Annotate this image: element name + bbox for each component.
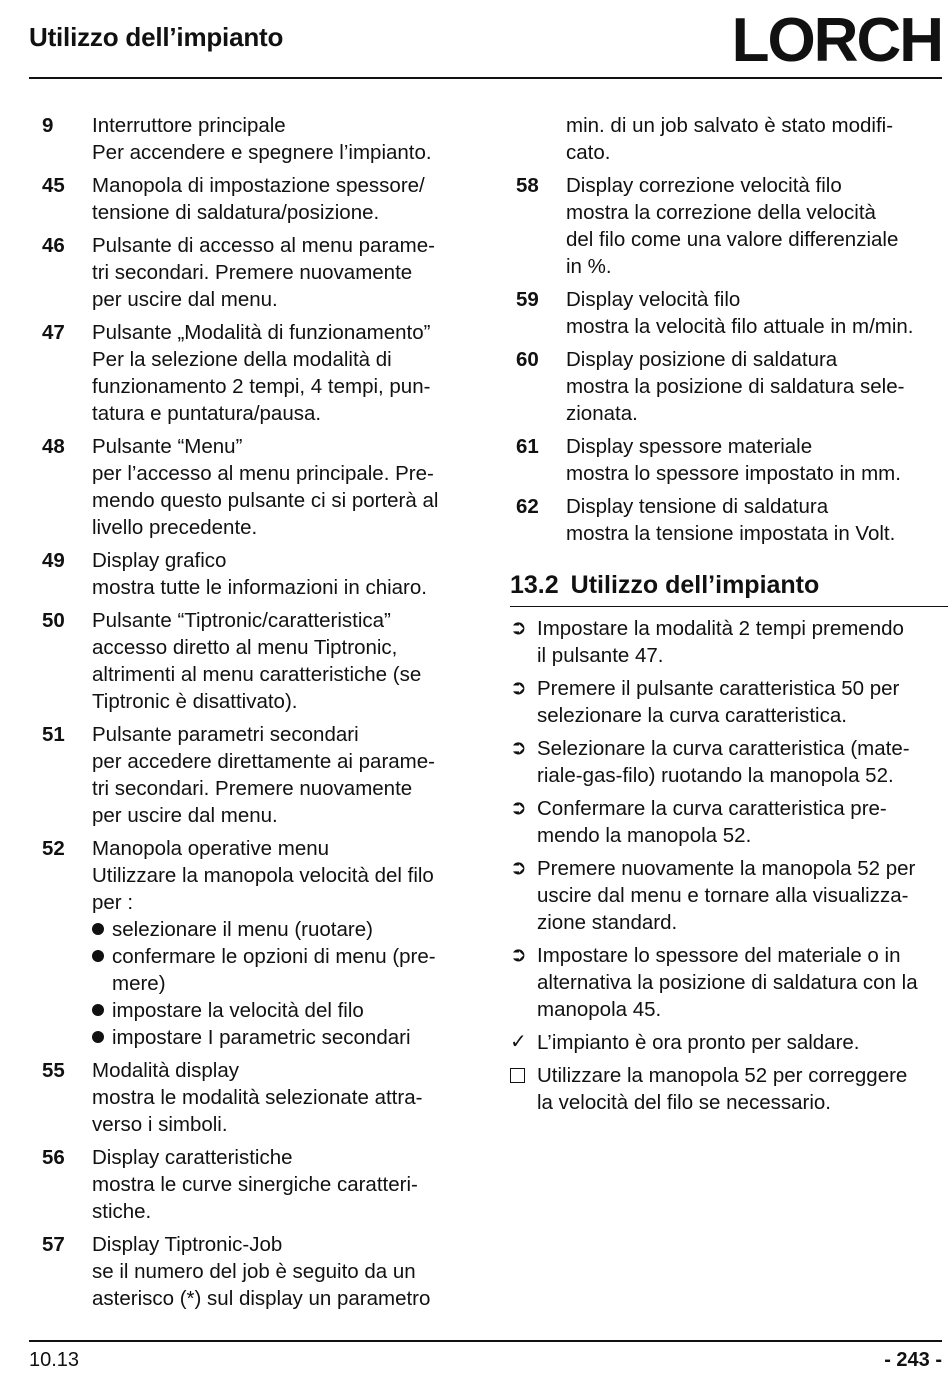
item-text-line: Manopola operative menu (92, 837, 330, 860)
right-column (510, 112, 944, 1122)
item-text-line: stiche. (92, 1200, 152, 1223)
item-text-line: altrimenti al menu caratteristiche (se (92, 663, 422, 686)
item-text-line: zionata. (566, 402, 638, 425)
item-body (92, 1144, 472, 1225)
step-text (537, 855, 944, 936)
step-text-line: Confermare la curva caratteristica pre- (537, 797, 887, 820)
procedure-step (510, 855, 944, 936)
procedure-step (510, 615, 944, 669)
item-text-line: Modalità display (92, 1059, 239, 1082)
arrow-right-icon: ➲ (510, 857, 527, 879)
page-title: Utilizzo dell’impianto (29, 22, 284, 52)
continued-text-line: min. di un job salvato è stato modifi- (566, 114, 894, 137)
procedure-steps (510, 615, 944, 1116)
legend-item (516, 493, 944, 547)
item-body (566, 346, 944, 427)
item-text-line: in %. (566, 255, 612, 278)
item-text-line: Tiptronic è disattivato). (92, 690, 298, 713)
bullet-dot-icon (92, 1004, 104, 1016)
item-text-line: mostra la correzione della velocità (566, 201, 876, 224)
step-text-line: mendo la manopola 52. (537, 824, 752, 847)
item-text-line: Display Tiptronic-Job (92, 1233, 283, 1256)
item-body (92, 607, 472, 715)
item-text-line: Pulsante “Menu” (92, 435, 243, 458)
step-text-line: Premere nuovamente la manopola 52 per (537, 857, 916, 880)
step-text-line: Impostare la modalità 2 tempi premendo (537, 617, 904, 640)
step-text (537, 942, 944, 1023)
step-text-line: uscire dal menu e tornare alla visualizza- (537, 884, 909, 907)
procedure-step (510, 1029, 944, 1056)
step-text-line: il pulsante 47. (537, 644, 664, 667)
item-text-line: Manopola di impostazione spessore/ (92, 174, 425, 197)
step-text-line: riale-gas-filo) ruotando la manopola 52. (537, 764, 894, 787)
header-rule (29, 77, 942, 79)
item-text-line: del filo come una valore differenziale (566, 228, 899, 251)
bullet-dot-icon (92, 950, 104, 962)
item-text-line: per uscire dal menu. (92, 804, 278, 827)
legend-item (42, 1057, 472, 1138)
item-number: 56 (42, 1146, 65, 1169)
bullet-line (92, 997, 472, 1024)
item-text-line: mostra le modalità selezionate attra- (92, 1086, 423, 1109)
lorch-logo: LORCH (731, 6, 942, 75)
arrow-right-icon: ➲ (510, 617, 527, 639)
legend-item (42, 835, 472, 1051)
checkmark-icon: ✓ (510, 1031, 527, 1053)
item-text-line: per accedere direttamente ai parame- (92, 750, 435, 773)
bullet-text: impostare I parametric secondari (112, 1026, 411, 1049)
item-text-line: Per accendere e spegnere l’impianto. (92, 141, 432, 164)
item-text-line: Pulsante parametri secondari (92, 723, 359, 746)
legend-item (42, 319, 472, 427)
bullet-dot-icon (92, 1031, 104, 1043)
item-number: 52 (42, 837, 65, 860)
item-text-line: Display posizione di saldatura (566, 348, 838, 371)
section-number: 13.2 (510, 571, 559, 599)
legend-item (516, 172, 944, 280)
item-body (92, 433, 472, 541)
arrow-right-icon: ➲ (510, 944, 527, 966)
bullet-text: mere) (112, 972, 166, 995)
step-text-line: la velocità del filo se necessario. (537, 1091, 831, 1114)
left-column (42, 112, 472, 1318)
item-body (92, 721, 472, 829)
item-text-line: tri secondari. Premere nuovamente (92, 261, 413, 284)
item-body (566, 286, 944, 340)
step-text-line: alternativa la posizione di saldatura con la (537, 971, 918, 994)
item-text-line: mostra la tensione impostata in Volt. (566, 522, 896, 545)
step-text-line: Selezionare la curva caratteristica (mate- (537, 737, 910, 760)
item-body (92, 232, 472, 313)
item-text-line: Display tensione di saldatura (566, 495, 829, 518)
bullet-line (92, 943, 472, 970)
item-body (92, 547, 472, 601)
procedure-step (510, 942, 944, 1023)
step-text (537, 1029, 944, 1056)
item-number: 49 (42, 549, 65, 572)
item-text-line: Pulsante di accesso al menu parame- (92, 234, 435, 257)
procedure-step (510, 1062, 944, 1116)
item-text-line: verso i simboli. (92, 1113, 228, 1136)
step-text-line: zione standard. (537, 911, 678, 934)
item-text-line: mostra le curve sinergiche caratteri- (92, 1173, 418, 1196)
procedure-step (510, 795, 944, 849)
item-body (92, 835, 472, 1051)
item-text-line: mostra la posizione di saldatura sele- (566, 375, 905, 398)
continued-text-line: cato. (566, 141, 611, 164)
step-text-line: manopola 45. (537, 998, 662, 1021)
bullet-line (92, 916, 472, 943)
item-body (566, 493, 944, 547)
checkbox-square (510, 1068, 525, 1083)
legend-item (42, 1144, 472, 1225)
legend-item (516, 346, 944, 427)
step-text (537, 735, 944, 789)
item-body (92, 1057, 472, 1138)
legend-item (42, 172, 472, 226)
item-text-line: funzionamento 2 tempi, 4 tempi, pun- (92, 375, 431, 398)
item-text-line: accesso diretto al menu Tiptronic, (92, 636, 398, 659)
item-number: 58 (516, 174, 539, 197)
section-title: Utilizzo dell’impianto (570, 571, 820, 599)
bullet-text: confermare le opzioni di menu (pre- (112, 945, 436, 968)
legend-item (42, 232, 472, 313)
procedure-step (510, 735, 944, 789)
step-text-line: selezionare la curva caratteristica. (537, 704, 847, 727)
arrow-right-icon: ➲ (510, 737, 527, 759)
item-body (92, 1231, 472, 1312)
item-text-line: livello precedente. (92, 516, 258, 539)
arrow-right-icon: ➲ (510, 677, 527, 699)
bullet-line (92, 970, 472, 997)
item-text-line: Display caratteristiche (92, 1146, 293, 1169)
item-text-line: Interruttore principale (92, 114, 286, 137)
step-text-line: Impostare lo spessore del materiale o in (537, 944, 901, 967)
step-text (537, 795, 944, 849)
item-number: 46 (42, 234, 65, 257)
bullet-line (92, 1024, 472, 1051)
item-number: 61 (516, 435, 539, 458)
item-text-line: asterisco (*) sul display un parametro (92, 1287, 431, 1310)
item-number: 50 (42, 609, 65, 632)
legend-item (42, 433, 472, 541)
step-text (537, 675, 944, 729)
item-text-line: mendo questo pulsante ci si porterà al (92, 489, 439, 512)
item-body (566, 172, 944, 280)
item-text-line: se il numero del job è seguito da un (92, 1260, 416, 1283)
item-text-line: per : (92, 891, 134, 914)
item-body (92, 112, 472, 166)
item-text-line: Pulsante „Modalità di funzionamento” (92, 321, 431, 344)
arrow-right-icon: ➲ (510, 797, 527, 819)
bullet-text: selezionare il menu (ruotare) (112, 918, 373, 941)
footer-rule (29, 1340, 942, 1342)
item-number: 47 (42, 321, 65, 344)
item-text-line: tri secondari. Premere nuovamente (92, 777, 413, 800)
item-text-line: Per la selezione della modalità di (92, 348, 392, 371)
continued-item-57 (516, 112, 944, 166)
item-text-line: tatura e puntatura/pausa. (92, 402, 322, 425)
section-heading (510, 571, 948, 607)
item-text-line: Pulsante “Tiptronic/caratteristica” (92, 609, 391, 632)
step-text (537, 615, 944, 669)
item-number: 48 (42, 435, 65, 458)
item-number: 57 (42, 1233, 65, 1256)
item-text-line: Display velocità filo (566, 288, 741, 311)
legend-item (42, 721, 472, 829)
step-text (537, 1062, 944, 1116)
step-text-line: Premere il pulsante caratteristica 50 per (537, 677, 900, 700)
right-item-list (516, 172, 944, 547)
item-text-line: Display spessore materiale (566, 435, 813, 458)
procedure-step (510, 675, 944, 729)
item-number: 55 (42, 1059, 65, 1082)
item-text-line: tensione di saldatura/posizione. (92, 201, 380, 224)
footer-date: 10.13 (29, 1349, 80, 1371)
checkbox-icon (510, 1062, 537, 1116)
item-text-line: mostra tutte le informazioni in chiaro. (92, 576, 427, 599)
footer-page-number: - 243 - (884, 1349, 942, 1371)
item-text-line: Utilizzare la manopola velocità del filo (92, 864, 434, 887)
legend-item (42, 547, 472, 601)
item-number: 51 (42, 723, 65, 746)
legend-item (42, 112, 472, 166)
item-body (92, 319, 472, 427)
item-number: 59 (516, 288, 539, 311)
item-text-line: Display grafico (92, 549, 227, 572)
item-body (566, 433, 944, 487)
bullet-text: impostare la velocità del filo (112, 999, 364, 1022)
legend-item (516, 286, 944, 340)
item-number: 60 (516, 348, 539, 371)
item-text-line: per uscire dal menu. (92, 288, 278, 311)
item-body (92, 172, 472, 226)
item-text-line: Display correzione velocità filo (566, 174, 842, 197)
item-text-line: mostra la velocità filo attuale in m/min. (566, 315, 914, 338)
legend-item (516, 433, 944, 487)
item-number: 45 (42, 174, 65, 197)
item-text-line: mostra lo spessore impostato in mm. (566, 462, 901, 485)
item-number: 9 (42, 114, 54, 137)
item-number: 62 (516, 495, 539, 518)
step-text-line: L’impianto è ora pronto per saldare. (537, 1031, 860, 1054)
legend-item (42, 607, 472, 715)
bullet-dot-icon (92, 923, 104, 935)
step-text-line: Utilizzare la manopola 52 per correggere (537, 1064, 908, 1087)
item-text-line: per l’accesso al menu principale. Pre- (92, 462, 434, 485)
legend-item (42, 1231, 472, 1312)
